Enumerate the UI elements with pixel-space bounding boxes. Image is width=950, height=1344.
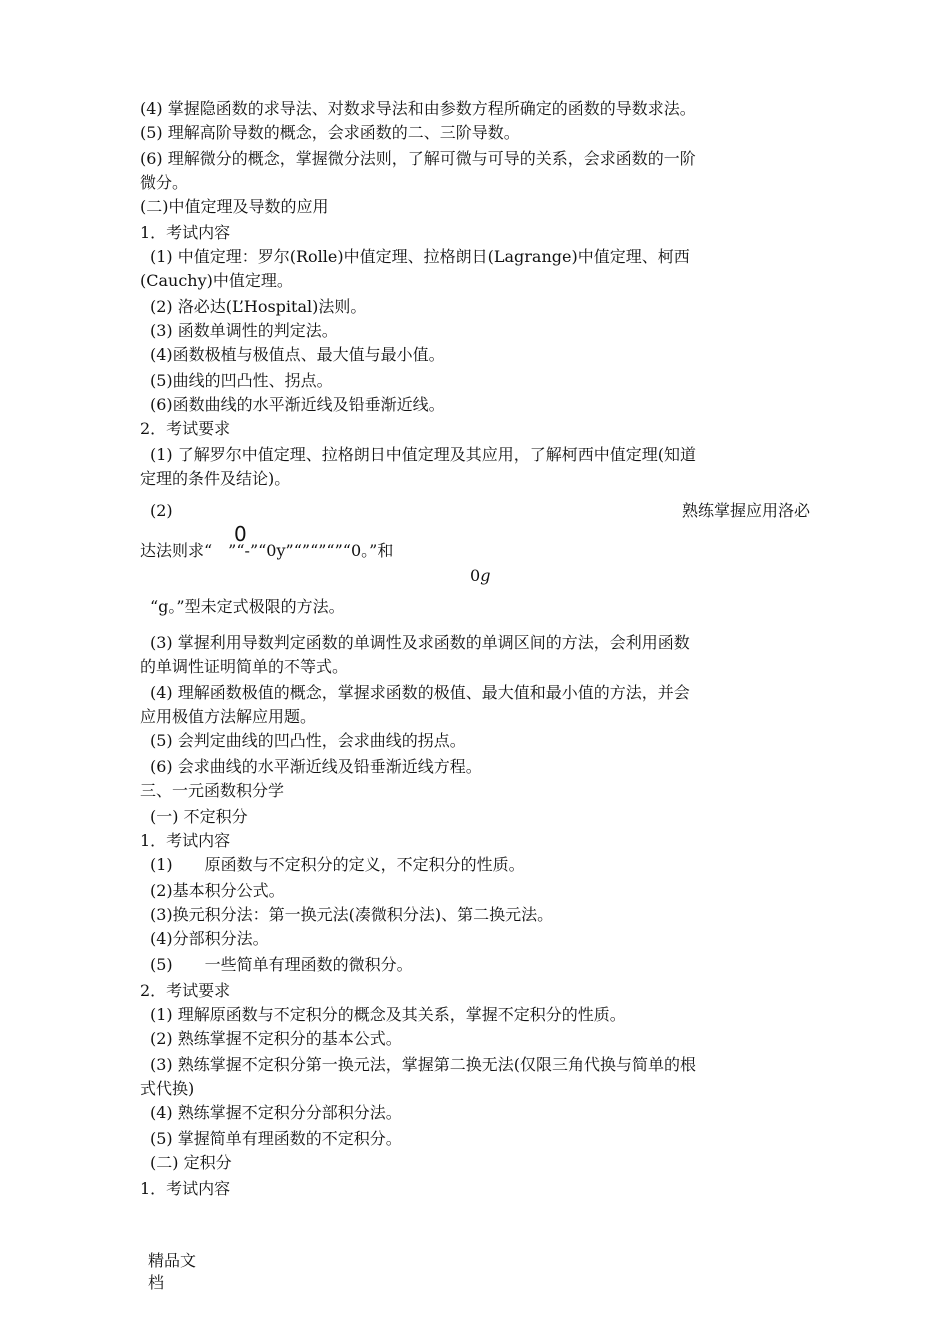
subsection-heading: 2．考试要求 (140, 981, 231, 1000)
text-line: 微分。 (140, 173, 189, 192)
text-line: (3) 掌握利用导数判定函数的单调性及求函数的单调区间的方法，会利用函数 (150, 633, 690, 652)
text-line: (6) 会求曲线的水平渐近线及铅垂渐近线方程。 (150, 757, 482, 776)
text-line: (2)基本积分公式。 (150, 881, 285, 900)
footer-watermark: 精品文档 (148, 1251, 197, 1292)
text-line: (2) 洛必达(L’Hospital)法则。 (150, 297, 367, 316)
text-line: “g。”型未定式极限的方法。 (150, 597, 345, 616)
text-line: (2) (150, 501, 173, 520)
text-line: (5) 会判定曲线的凹凸性，会求曲线的拐点。 (150, 731, 466, 750)
text-line: (5)曲线的凹凸性、拐点。 (150, 371, 333, 390)
text-line: 应用极值方法解应用题。 (140, 707, 317, 726)
text-line: 式代换) (140, 1079, 195, 1098)
section-heading: (二)中值定理及导数的应用 (140, 197, 329, 216)
text-line: (Cauchy)中值定理。 (140, 271, 293, 290)
text-line: 定理的条件及结论)。 (140, 469, 291, 488)
section-heading: 三、一元函数积分学 (140, 781, 285, 800)
text-line: (5) 理解高阶导数的概念，会求函数的二、三阶导数。 (140, 123, 520, 142)
text-line: (4) 熟练掌握不定积分分部积分法。 (150, 1103, 402, 1122)
text-line: (5) 掌握简单有理函数的不定积分。 (150, 1129, 402, 1148)
text-line: (1) 了解罗尔中值定理、拉格朗日中值定理及其应用，了解柯西中值定理(知道 (150, 445, 696, 464)
text-line: (4) 掌握隐函数的求导法、对数求导法和由参数方程所确定的函数的导数求法。 (140, 99, 696, 118)
text-line: (6) 理解微分的概念，掌握微分法则，了解可微与可导的关系，会求函数的一阶 (140, 149, 696, 168)
subsection-heading: (二) 定积分 (150, 1153, 232, 1172)
text-line: (2) 熟练掌握不定积分的基本公式。 (150, 1029, 402, 1048)
text-line: (4) 理解函数极值的概念，掌握求函数的极值、最大值和最小值的方法，并会 (150, 683, 690, 702)
text-line: 熟练掌握应用洛必 (681, 501, 810, 520)
text-line: (1) 原函数与不定积分的定义，不定积分的性质。 (150, 855, 525, 874)
text-line: (6)函数曲线的水平渐近线及铅垂渐近线。 (150, 395, 445, 414)
text-line: (3) 函数单调性的判定法。 (150, 321, 338, 340)
subsection-heading: 1．考试内容 (140, 831, 231, 850)
subsection-heading: 1．考试内容 (140, 1179, 231, 1198)
formula-numerator: 0 (234, 522, 247, 546)
formula-denominator (470, 566, 490, 585)
subsection-heading: (一) 不定积分 (150, 807, 248, 826)
text-line: (1) 中值定理：罗尔(Rolle)中值定理、拉格朗日(Lagrange)中值定理、柯西 (150, 247, 690, 266)
text-line: (4)函数极植与极值点、最大值与最小值。 (150, 345, 445, 364)
text-line: (4)分部积分法。 (150, 929, 269, 948)
formula-zero: 0 (470, 566, 481, 585)
text-line: (3)换元积分法：第一换元法(凑微积分法)、第二换元法。 (150, 905, 554, 924)
text-line: (5) 一些简单有理函数的微积分。 (150, 955, 413, 974)
text-line: (1) 理解原函数与不定积分的概念及其关系，掌握不定积分的性质。 (150, 1005, 626, 1024)
text-line: 达法则求“ ”“-”“0y”“”“”“”“0。”和 (140, 541, 394, 560)
formula-g: g (480, 566, 491, 585)
text-line: (3) 熟练掌握不定积分第一换元法，掌握第二换无法(仅限三角代换与简单的根 (150, 1055, 696, 1074)
subsection-heading: 1．考试内容 (140, 223, 231, 242)
subsection-heading: 2．考试要求 (140, 419, 231, 438)
text-line: 的单调性证明简单的不等式。 (140, 657, 349, 676)
